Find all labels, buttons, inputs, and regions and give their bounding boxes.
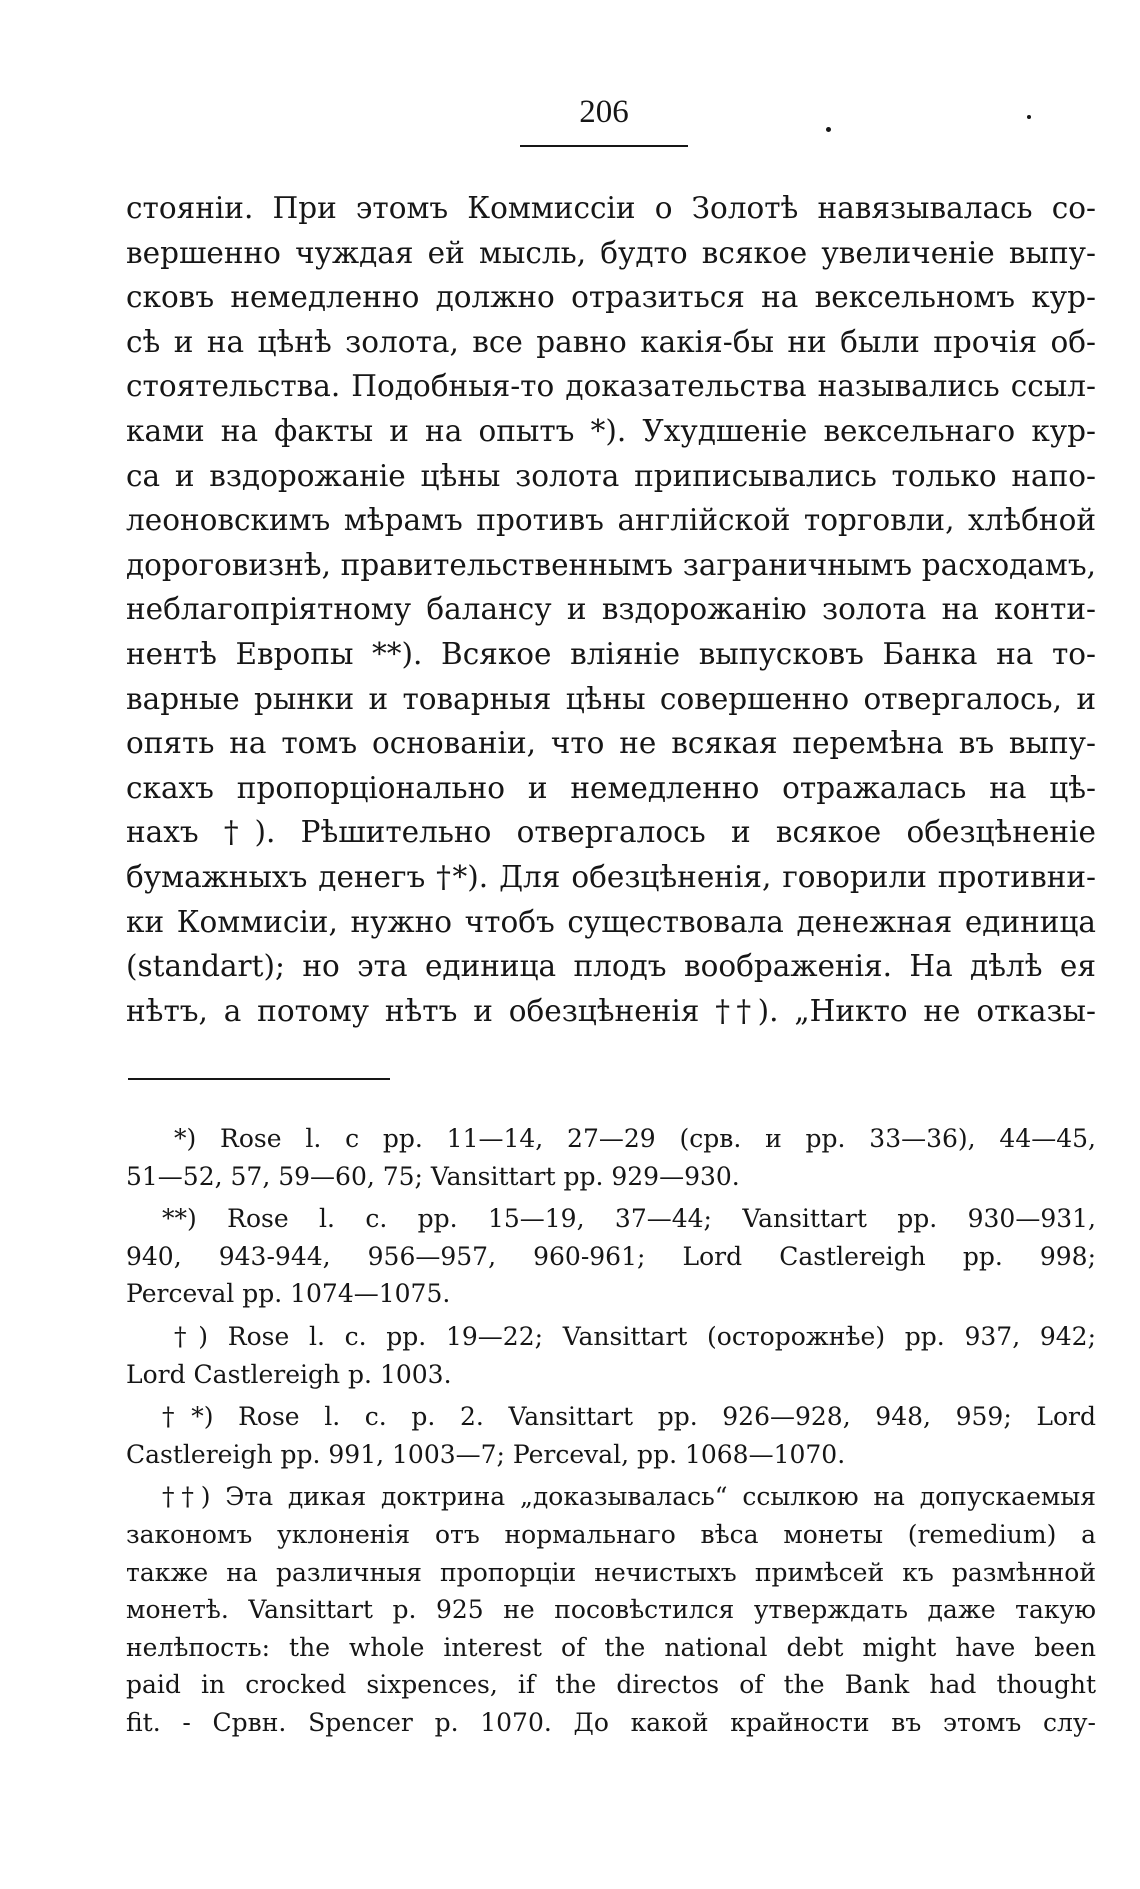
footnote-line: Castlereigh pp. 991, 1003—7; Perceval, pp. 1068—1070. bbox=[126, 1439, 846, 1469]
footnote-line: paid in crocked sixpences, if the directos of the Bank had thought bbox=[126, 1670, 1096, 1700]
footnote-star bbox=[126, 1120, 1096, 1195]
footnote-dagger bbox=[126, 1318, 1096, 1393]
footnote-double-star bbox=[126, 1200, 1096, 1313]
text-line: скахъ пропорцiонально и немедленно отражалась на цѣ- bbox=[126, 770, 1096, 805]
text-line: нахъ †). Рѣшительно отвергалось и всякое обезцѣненiе bbox=[126, 815, 1096, 850]
page-number: 206 bbox=[579, 94, 629, 130]
text-line: опять на томъ основанiи, что не всякая перемѣна въ выпу- bbox=[126, 726, 1096, 761]
main-text bbox=[126, 186, 1096, 1033]
text-line: ки Коммисiи, нужно чтобъ существовала денежная единица bbox=[126, 904, 1096, 939]
text-line: нентѣ Европы **). Всякое влiянiе выпусковъ Банка на то- bbox=[126, 636, 1096, 671]
footnote-line: †*) Rose l. c. p. 2. Vansittart pp. 926—928, 948, 959; Lord bbox=[162, 1402, 1096, 1432]
footnote-line: **) Rose l. c. pp. 15—19, 37—44; Vansittart pp. 930—931, bbox=[162, 1204, 1096, 1234]
footnote-line: fit. - Срвн. Spencer p. 1070. До какой крайности въ этомъ слу- bbox=[126, 1707, 1096, 1737]
footnote-line: *) Rose l. c pp. 11—14, 27—29 (срв. и pp. 33—36), 44—45, bbox=[174, 1124, 1096, 1153]
text-line: сковъ немедленно должно отразиться на вексельномъ кур- bbox=[126, 280, 1096, 315]
stray-dot-mark bbox=[826, 127, 831, 132]
text-line: стоятельства. Подобныя-то доказательства назывались ссыл- bbox=[126, 369, 1096, 404]
footnote-separator bbox=[128, 1078, 390, 1080]
text-line: (standart); но эта единица плодъ воображенiя. На дѣлѣ ея bbox=[126, 949, 1096, 984]
footnote-dagger-star bbox=[126, 1398, 1096, 1473]
footnote-line: 51—52, 57, 59—60, 75; Vansittart pp. 929—930. bbox=[126, 1161, 740, 1191]
text-line: дороговизнѣ, правительственнымъ заграничнымъ расходамъ, bbox=[126, 547, 1096, 582]
stray-dot-mark bbox=[1027, 115, 1031, 119]
text-line: нѣтъ, а потому нѣтъ и обезцѣненiя ††). „Никто не отказы- bbox=[126, 993, 1096, 1028]
footnote-line: Perceval pp. 1074—1075. bbox=[126, 1279, 451, 1309]
footnotes bbox=[126, 1120, 1096, 1742]
text-line: стоянiи. При этомъ Коммиссiи о Золотѣ навязывалась со- bbox=[126, 191, 1096, 225]
text-line: ками на факты и на опытъ *). Ухудшенiе вексельнаго кур- bbox=[126, 413, 1096, 448]
footnote-line: Lord Castlereigh p. 1003. bbox=[126, 1359, 452, 1389]
page-number-rule bbox=[520, 145, 688, 147]
text-line: варные рынки и товарныя цѣны совершенно отвергалось, и bbox=[126, 681, 1096, 716]
text-line: са и вздорожанiе цѣны золота приписывались только напо- bbox=[126, 458, 1096, 493]
text-line: вершенно чуждая ей мысль, будто всякое увеличенiе выпу- bbox=[126, 235, 1096, 270]
footnote-line: нелѣпость: the whole interest of the national debt might have been bbox=[126, 1632, 1096, 1662]
footnote-line: также на различныя пропорцiи нечистыхъ примѣсей къ размѣнной bbox=[126, 1557, 1096, 1587]
footnote-line: 940, 943-944, 956—957, 960-961; Lord Castlereigh pp. 998; bbox=[126, 1241, 1096, 1271]
footnote-line: †) Rose l. c. pp. 19—22; Vansittart (осторожнѣе) pp. 937, 942; bbox=[174, 1321, 1096, 1351]
text-line: сѣ и на цѣнѣ золота, все равно какiя-бы ни были прочiя об- bbox=[126, 324, 1096, 359]
footnote-double-dagger bbox=[126, 1478, 1096, 1741]
footnote-line: закономъ уклоненiя отъ нормальнаго вѣса монеты (remedium) а bbox=[126, 1519, 1096, 1549]
text-line: бумажныхъ денегъ †*). Для обезцѣненiя, говорили противни- bbox=[126, 859, 1096, 894]
footnote-line: монетѣ. Vansittart p. 925 не посовѣстился утверждать даже такую bbox=[126, 1595, 1096, 1625]
footnote-line: ††) Эта дикая доктрина „доказывалась“ ссылкою на допускаемыя bbox=[162, 1482, 1096, 1512]
text-line: леоновскимъ мѣрамъ противъ англiйской торговли, хлѣбной bbox=[126, 503, 1096, 538]
text-line: неблагопрiятному балансу и вздорожанiю золота на конти- bbox=[126, 592, 1096, 627]
